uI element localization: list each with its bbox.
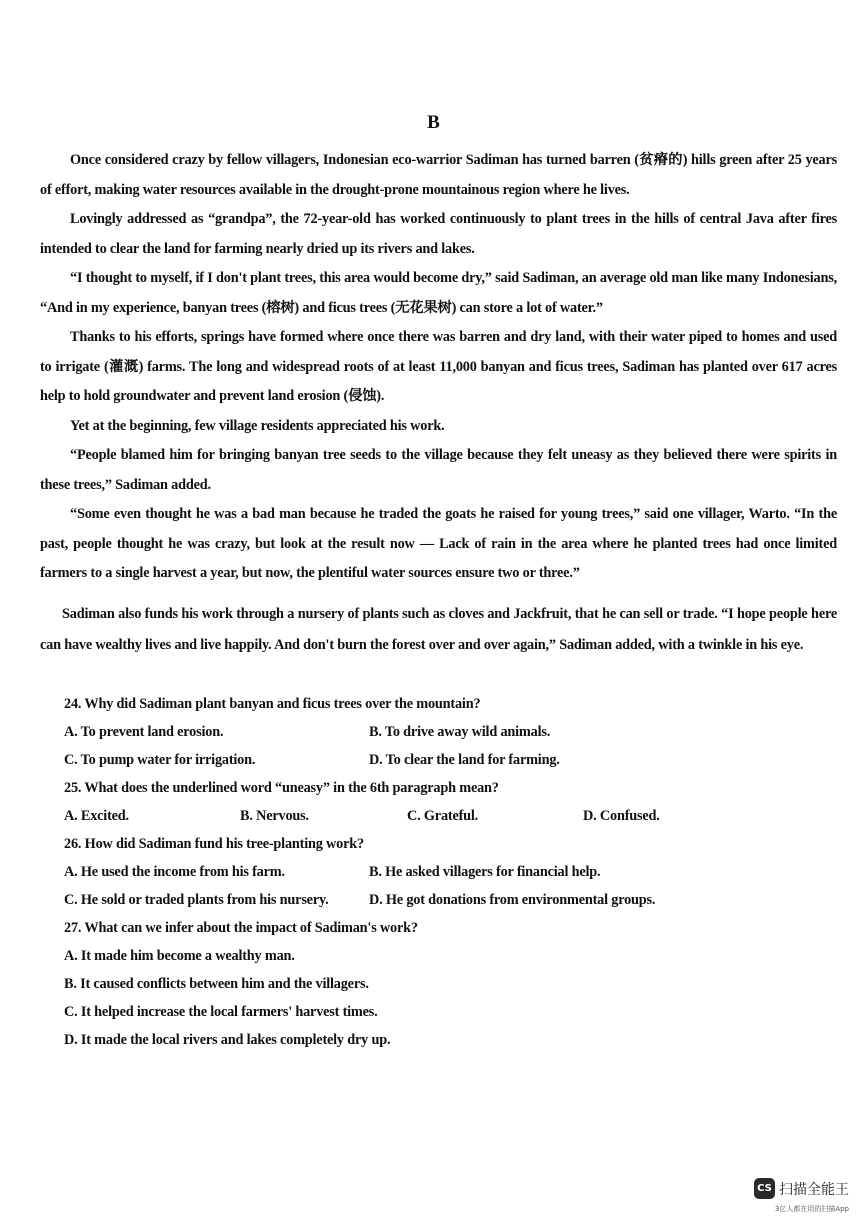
paragraph-1: Once considered crazy by fellow villagers, Indonesian eco-warrior Sadiman has turned barren (贫瘠的) hills green after 25 years of effort, making water resources available in the drought-prone mountainous region where he lives. [40,152,837,198]
paragraph-4: Thanks to his efforts, springs have formed where once there was barren and dry land, with their water piped to homes and used to irrigate (灌溉) farms. The long and widespread roots of at least 11,000 banyan and ficus trees, Sadiman has planted over 617 acres help to hold groundwater and prevent land erosion (侵蚀). [40,329,837,404]
option-b: B. It caused conflicts between him and the villagers. [64,976,369,992]
paragraph-7: “Some even thought he was a bad man because he traded the goats he raised for young trees,” said one villager, Warto. “In the past, people thought he was crazy, but look at the result now — Lack of rain in the area where he planted trees had once limited farmers to a single harvest a year, but now, the plentiful water sources ensure two or three.” [40,506,837,581]
option-b: B. Nervous. [240,808,309,824]
option-a: A. He used the income from his farm. [64,864,285,880]
option-b: B. To drive away wild animals. [369,724,551,740]
option-c: C. Grateful. [407,808,479,824]
option-c: C. It helped increase the local farmers' harvest times. [64,1004,378,1020]
reading-passage [40,146,837,661]
paragraph-6: “People blamed him for bringing banyan tree seeds to the village because they felt uneasy as they believed there were spirits in these trees,” Sadiman added. [40,447,837,493]
paragraph-5: Yet at the beginning, few village residents appreciated his work. [70,417,445,434]
camscanner-logo-icon: CS [754,1178,775,1199]
question-27 [64,914,784,1054]
watermark-subtitle: 3亿人都在用的扫描App [774,1205,849,1213]
question-24 [64,690,784,774]
question-list [64,690,784,1054]
question-25 [64,774,784,830]
paragraph-8: Sadiman also funds his work through a nursery of plants such as cloves and Jackfruit, that he can sell or trade. “I hope people here can have wealthy lives and live happily. And don't burn the forest over and over again,” Sadiman added, with a twinkle in his eye. [40,605,837,653]
option-d: D. Confused. [583,808,660,824]
option-a: A. To prevent land erosion. [64,724,224,740]
section-title: B [427,112,440,133]
paragraph-3: “I thought to myself, if I don't plant trees, this area would become dry,” said Sadiman, an average old man like many Indonesians, “And in my experience, banyan trees (榕树) and ficus trees (无花果树) can store a lot of water.” [40,270,837,316]
option-c: C. To pump water for irrigation. [64,752,256,768]
paragraph-2: Lovingly addressed as “grandpa”, the 72-year-old has worked continuously to plant trees in the hills of central Java after fires intended to clear the land for farming nearly dried up its rivers and lakes. [40,211,837,257]
option-d: D. To clear the land for farming. [369,752,560,768]
question-stem: 27. What can we infer about the impact of Sadiman's work? [64,920,418,936]
question-26 [64,830,784,914]
option-a: A. It made him become a wealthy man. [64,948,295,964]
question-stem: 24. Why did Sadiman plant banyan and ficus trees over the mountain? [64,696,481,712]
watermark-title: 扫描全能王 [779,1181,849,1198]
scanner-watermark [754,1178,849,1199]
option-d: D. It made the local rivers and lakes completely dry up. [64,1032,391,1048]
option-c: C. He sold or traded plants from his nursery. [64,892,329,908]
option-b: B. He asked villagers for financial help. [369,864,601,880]
option-d: D. He got donations from environmental groups. [369,892,656,908]
question-stem: 25. What does the underlined word “uneasy” in the 6th paragraph mean? [64,780,499,796]
question-stem: 26. How did Sadiman fund his tree-planting work? [64,836,364,852]
option-a: A. Excited. [64,808,129,824]
